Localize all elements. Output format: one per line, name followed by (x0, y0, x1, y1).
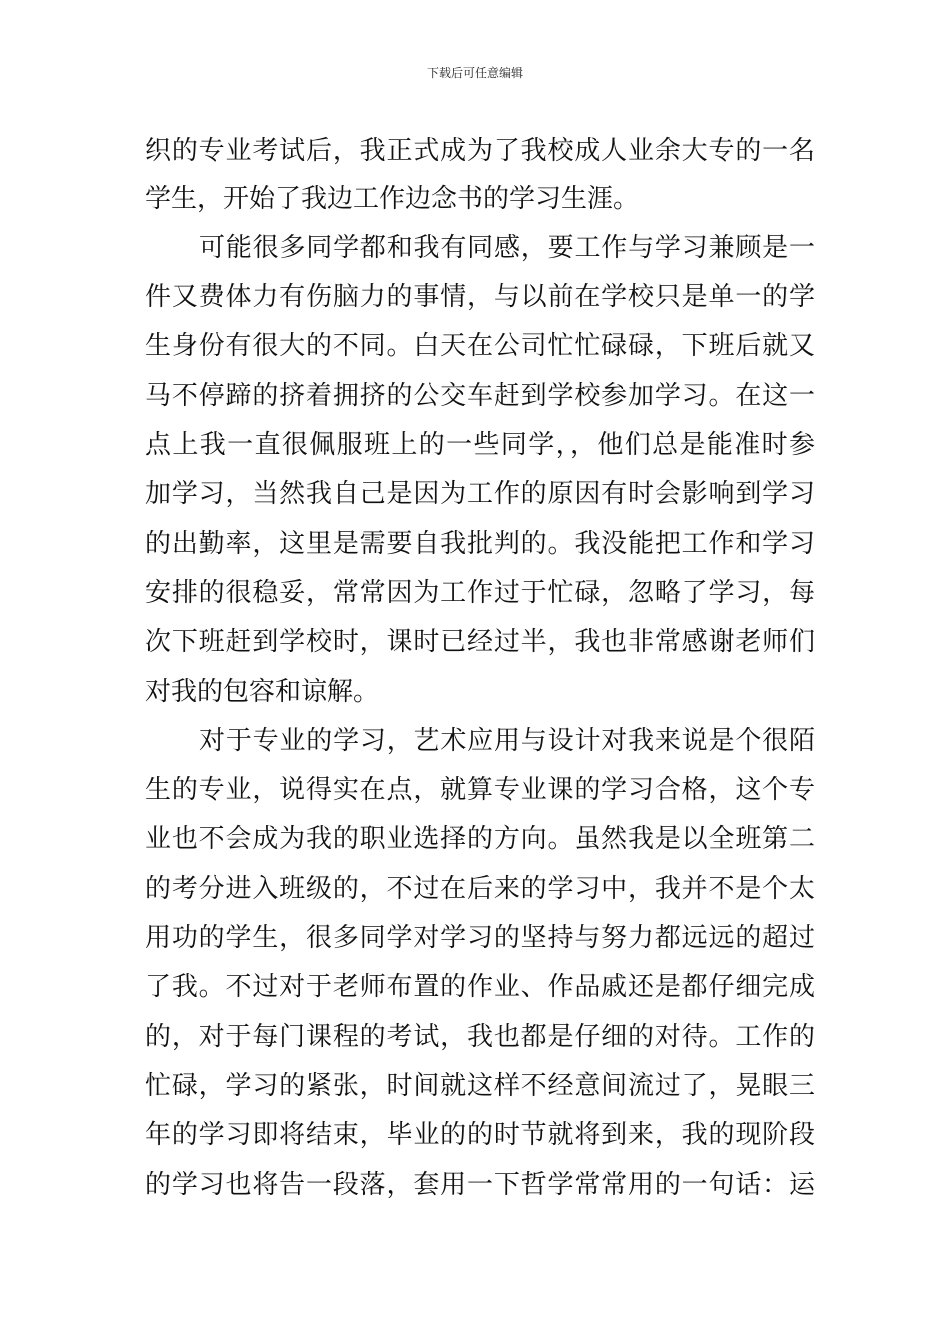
paragraph-line: 忙碌，学习的紧张，时间就这样不经意间流过了，晃眼三 (145, 1071, 815, 1101)
paragraph-line: 加学习，当然我自己是因为工作的原因有时会影响到学习 (145, 479, 815, 509)
paragraph-line: 马不停蹄的挤着拥挤的公交车赶到学校参加学习。在这一 (145, 381, 815, 411)
paragraph-line: 对我的包容和谅解。 (145, 677, 380, 707)
paragraph-line: 年的学习即将结束，毕业的的时节就将到来，我的现阶段 (145, 1120, 815, 1150)
paragraph-line: 的，对于每门课程的考试，我也都是仔细的对待。工作的 (145, 1022, 815, 1052)
paragraph-line: 织的专业考试后，我正式成为了我校成人业余大专的一名 (145, 136, 815, 166)
paragraph-line: 的出勤率，这里是需要自我批判的。我没能把工作和学习 (145, 529, 815, 559)
header-note: 下载后可任意编辑 (426, 66, 523, 80)
paragraph-line: 对于专业的学习，艺术应用与设计对我来说是个很陌 (199, 726, 815, 756)
paragraph-line: 件又费体力有伤脑力的事情，与以前在学校只是单一的学 (145, 282, 815, 312)
paragraph-line: 生的专业，说得实在点，就算专业课的学习合格，这个专 (145, 775, 815, 805)
paragraph-line: 业也不会成为我的职业选择的方向。虽然我是以全班第二 (145, 824, 815, 854)
paragraph-line: 点上我一直很佩服班上的一些同学，，他们总是能准时参 (145, 430, 815, 460)
paragraph-line: 安排的很稳妥，常常因为工作过于忙碌，忽略了学习，每 (145, 578, 815, 608)
paragraph-line: 生身份有很大的不同。白天在公司忙忙碌碌，下班后就又 (145, 331, 815, 361)
paragraph-line: 的考分进入班级的，不过在后来的学习中，我并不是个太 (145, 874, 815, 904)
paragraph-line: 用功的学生，很多同学对学习的坚持与努力都远远的超过 (145, 923, 815, 953)
paragraph-line: 次下班赶到学校时，课时已经过半，我也非常感谢老师们 (145, 627, 815, 657)
paragraph-line: 的学习也将告一段落，套用一下哲学常常用的一句话：运 (145, 1170, 815, 1200)
paragraph-line: 学生，开始了我边工作边念书的学习生涯。 (145, 184, 640, 214)
paragraph-line: 可能很多同学都和我有同感，要工作与学习兼顾是一 (199, 233, 815, 263)
paragraph-line: 了我。不过对于老师布置的作业、作品戚还是都仔细完成 (145, 972, 815, 1002)
